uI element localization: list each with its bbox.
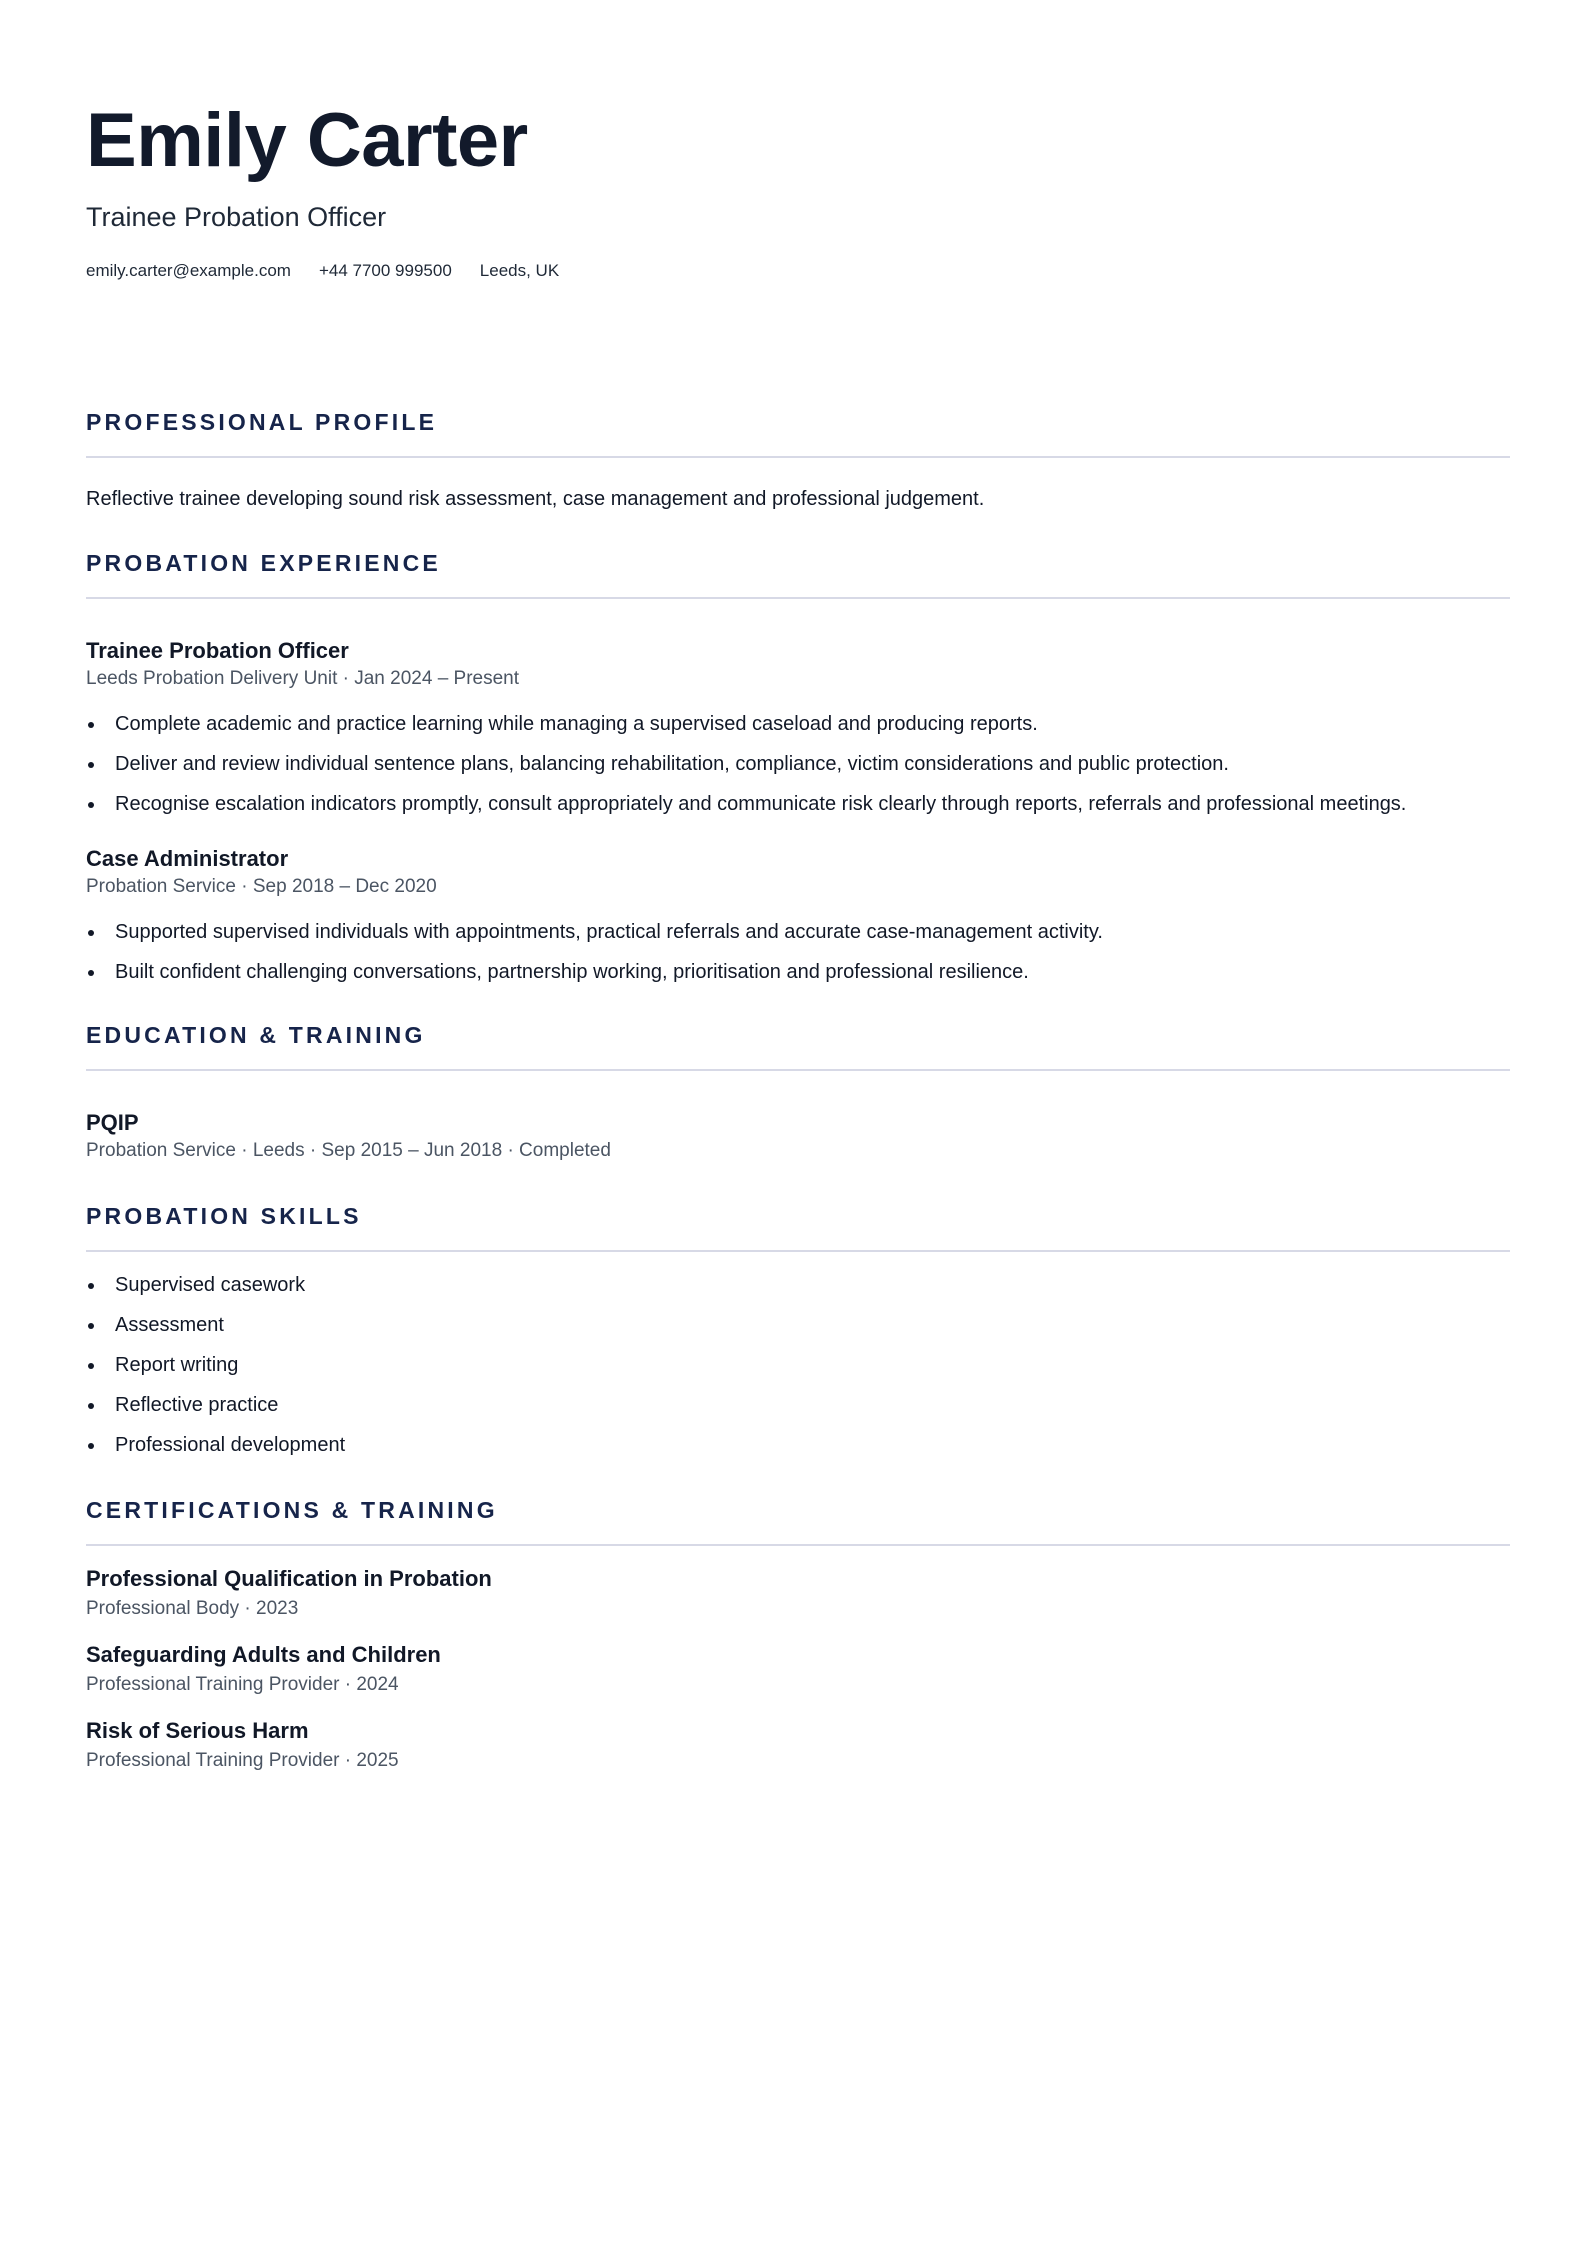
certifications-section <box>86 1496 1510 1773</box>
education-entry <box>86 1109 1510 1163</box>
job-title: Trainee Probation Officer <box>86 638 349 663</box>
qualification-meta: Probation Service · Leeds · Sep 2015 – Jun 2018 · Completed <box>86 1140 611 1161</box>
certification-meta: Professional Training Provider · 2025 <box>86 1750 399 1771</box>
experience-entry <box>86 637 1510 817</box>
list-item: Assessment <box>86 1312 1510 1338</box>
list-item: Supervised casework <box>86 1272 1510 1298</box>
certification-entry <box>86 1717 1510 1773</box>
job-meta: Probation Service · Sep 2018 – Dec 2020 <box>86 876 437 897</box>
contact-location: Leeds, UK <box>479 261 560 280</box>
job-bullets <box>86 919 1510 985</box>
certification-name: Risk of Serious Harm <box>86 1718 309 1743</box>
certification-name: Professional Qualification in Probation <box>86 1566 492 1591</box>
skills-list <box>86 1272 1510 1458</box>
candidate-headline: Trainee Probation Officer <box>86 202 387 232</box>
profile-section <box>86 408 1510 512</box>
list-item: Supported supervised individuals with appointments, practical referrals and accurate case-management activity. <box>86 919 1510 945</box>
profile-summary: Reflective trainee developing sound risk assessment, case management and professional judgement. <box>86 488 985 510</box>
list-item: Built confident challenging conversations, partnership working, prioritisation and professional resilience. <box>86 959 1510 985</box>
list-item: Professional development <box>86 1432 1510 1458</box>
certification-entry <box>86 1565 1510 1621</box>
contact-email[interactable]: emily.carter@example.com <box>86 261 291 280</box>
job-title: Case Administrator <box>86 846 289 871</box>
list-item: Complete academic and practice learning while managing a supervised caseload and producing reports. <box>86 711 1510 737</box>
section-heading: PROBATION EXPERIENCE <box>86 549 1510 599</box>
certification-meta: Professional Training Provider · 2024 <box>86 1674 399 1695</box>
section-heading: EDUCATION & TRAINING <box>86 1021 1510 1071</box>
list-item: Deliver and review individual sentence plans, balancing rehabilitation, compliance, victim considerations and public protection. <box>86 751 1510 777</box>
certification-name: Safeguarding Adults and Children <box>86 1642 441 1667</box>
skills-section <box>86 1202 1510 1458</box>
list-item: Recognise escalation indicators promptly, consult appropriately and communicate risk clearly through reports, referrals and professional meetings. <box>86 791 1510 817</box>
job-bullets <box>86 711 1510 817</box>
certification-entry <box>86 1641 1510 1697</box>
experience-entry <box>86 845 1510 985</box>
qualification-name: PQIP <box>86 1110 139 1135</box>
section-heading: CERTIFICATIONS & TRAINING <box>86 1496 1510 1546</box>
education-section <box>86 1021 1510 1163</box>
certification-meta: Professional Body · 2023 <box>86 1598 299 1619</box>
section-heading: PROBATION SKILLS <box>86 1202 1510 1252</box>
section-heading: PROFESSIONAL PROFILE <box>86 408 1510 458</box>
job-meta: Leeds Probation Delivery Unit · Jan 2024 – Present <box>86 668 520 689</box>
contact-phone[interactable]: +44 7700 999500 <box>318 261 452 280</box>
resume-header <box>86 96 1502 282</box>
experience-section <box>86 549 1510 985</box>
candidate-name: Emily Carter <box>86 98 528 183</box>
contact-row <box>86 260 1502 282</box>
list-item: Reflective practice <box>86 1392 1510 1418</box>
list-item: Report writing <box>86 1352 1510 1378</box>
